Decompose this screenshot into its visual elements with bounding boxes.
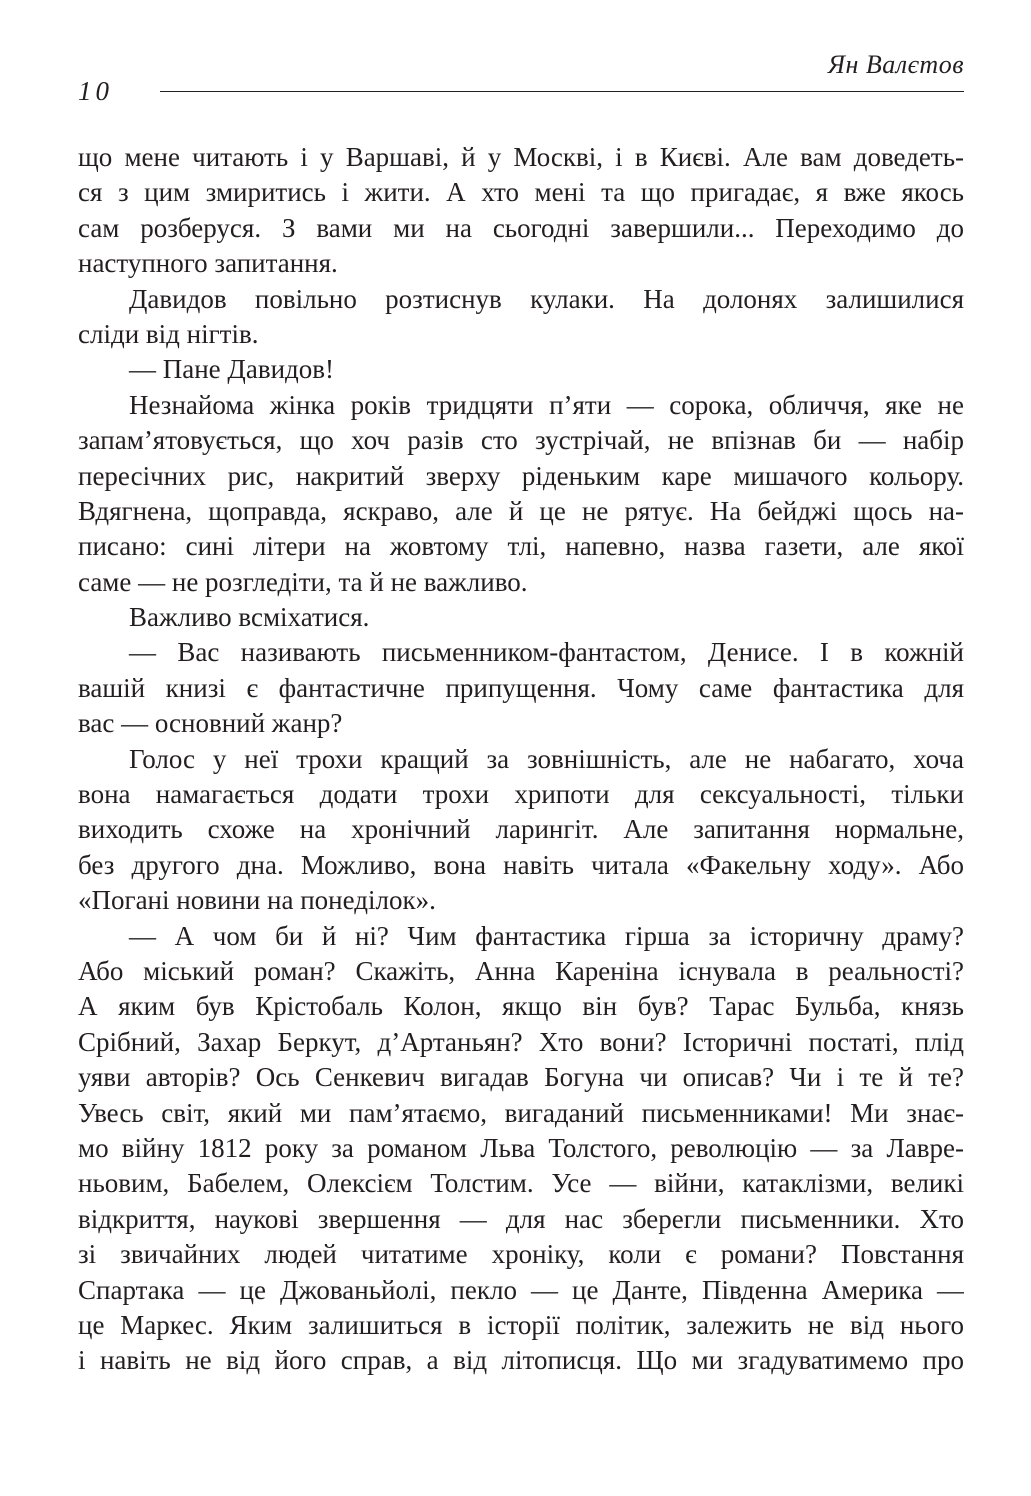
text-line: писано: сині літери на жовтому тлі, напевно, назва газети, але якої bbox=[78, 531, 964, 562]
text-line: запам’ятовується, що хоч разів сто зустрічай, не впізнав би — набір bbox=[78, 425, 964, 456]
text-line: ся з цим змиритись і жити. А хто мені та що пригадає, я вже якось bbox=[78, 177, 964, 208]
text-line: Важливо всміхатися. bbox=[129, 602, 370, 633]
text-line: Давидов повільно розтиснув кулаки. На долонях залишилися bbox=[129, 283, 964, 314]
text-line: Голос у неї трохи кращий за зовнішність, але не набагато, хоча bbox=[129, 743, 964, 774]
text-line: без другого дна. Можливо, вона навіть читала «Факельну ходу». Або bbox=[78, 849, 964, 880]
page-number: 10 bbox=[78, 76, 113, 106]
text-line: Незнайома жінка років тридцяти п’яти — сорока, обличчя, яке не bbox=[129, 389, 964, 420]
running-head-title: Ян Валєтов bbox=[827, 50, 964, 79]
text-line: мо війну 1812 року за романом Льва Толстого, революцію — за Лавре- bbox=[78, 1132, 964, 1163]
text-line: вона намагається додати трохи хрипоти для сексуальності, тільки bbox=[78, 779, 964, 810]
text-line: Спартака — це Джованьйолі, пекло — це Данте, Південна Америка — bbox=[78, 1274, 964, 1305]
text-line: і навіть не від його справ, а від літописця. Що ми згадуватимемо про bbox=[78, 1345, 964, 1376]
text-line: зі звичайних людей читатиме хроніку, коли є романи? Повстання bbox=[78, 1239, 964, 1270]
text-line: вашій книзі є фантастичне припущення. Чому саме фантастика для bbox=[78, 672, 964, 703]
text-line: вас — основний жанр? bbox=[78, 708, 343, 739]
text-line: відкриття, наукові звершення — для нас зберегли письменники. Хто bbox=[78, 1203, 964, 1234]
text-line: сам розберуся. З вами ми на сьогодні завершили... Переходимо до bbox=[78, 212, 964, 243]
text-line: А яким був Крістобаль Колон, якщо він був? Тарас Бульба, князь bbox=[78, 991, 964, 1022]
text-line: Або міський роман? Скажіть, Анна Кареніна існувала в реальності? bbox=[78, 955, 964, 986]
text-line: що мене читають і у Варшаві, й у Москві, і в Києві. Але вам доведеть- bbox=[78, 142, 964, 172]
text-line: «Погані новини на понеділок». bbox=[78, 885, 436, 916]
text-line: ньовим, Бабелем, Олексієм Толстим. Усе — війни, катаклізми, великі bbox=[78, 1168, 964, 1199]
text-line: Вдягнена, щоправда, яскраво, але й це не рятує. На бейджі щось на- bbox=[78, 495, 964, 526]
text-line: пересічних рис, накритий зверху ріденьким каре мишачого кольору. bbox=[78, 460, 964, 491]
text-line: сліди від нігтів. bbox=[78, 318, 259, 349]
text-line: саме — не розгледіти, та й не важливо. bbox=[78, 566, 528, 597]
text-line: це Маркес. Яким залишиться в історії політик, залежить не від нього bbox=[78, 1309, 964, 1340]
text-line: — Пане Давидов! bbox=[129, 354, 334, 385]
text-line: уяви авторів? Ось Сенкевич вигадав Богуна чи описав? Чи і те й те? bbox=[78, 1062, 964, 1093]
header-rule bbox=[160, 91, 964, 92]
text-line: — А чом би й ні? Чим фантастика гірша за історичну драму? bbox=[129, 920, 964, 951]
text-line: Увесь світ, який ми пам’ятаємо, вигаданий письменниками! Ми знає- bbox=[78, 1097, 964, 1128]
body-text bbox=[78, 140, 964, 1379]
text-line: наступного запитання. bbox=[78, 248, 338, 279]
text-line: Срібний, Захар Беркут, д’Артаньян? Хто вони? Історичні постаті, плід bbox=[78, 1026, 964, 1057]
text-line: виходить схоже на хронічний ларингіт. Але запитання нормальне, bbox=[78, 814, 964, 845]
text-line: — Вас називають письменником-фантастом, Денисе. І в кожній bbox=[129, 637, 964, 668]
